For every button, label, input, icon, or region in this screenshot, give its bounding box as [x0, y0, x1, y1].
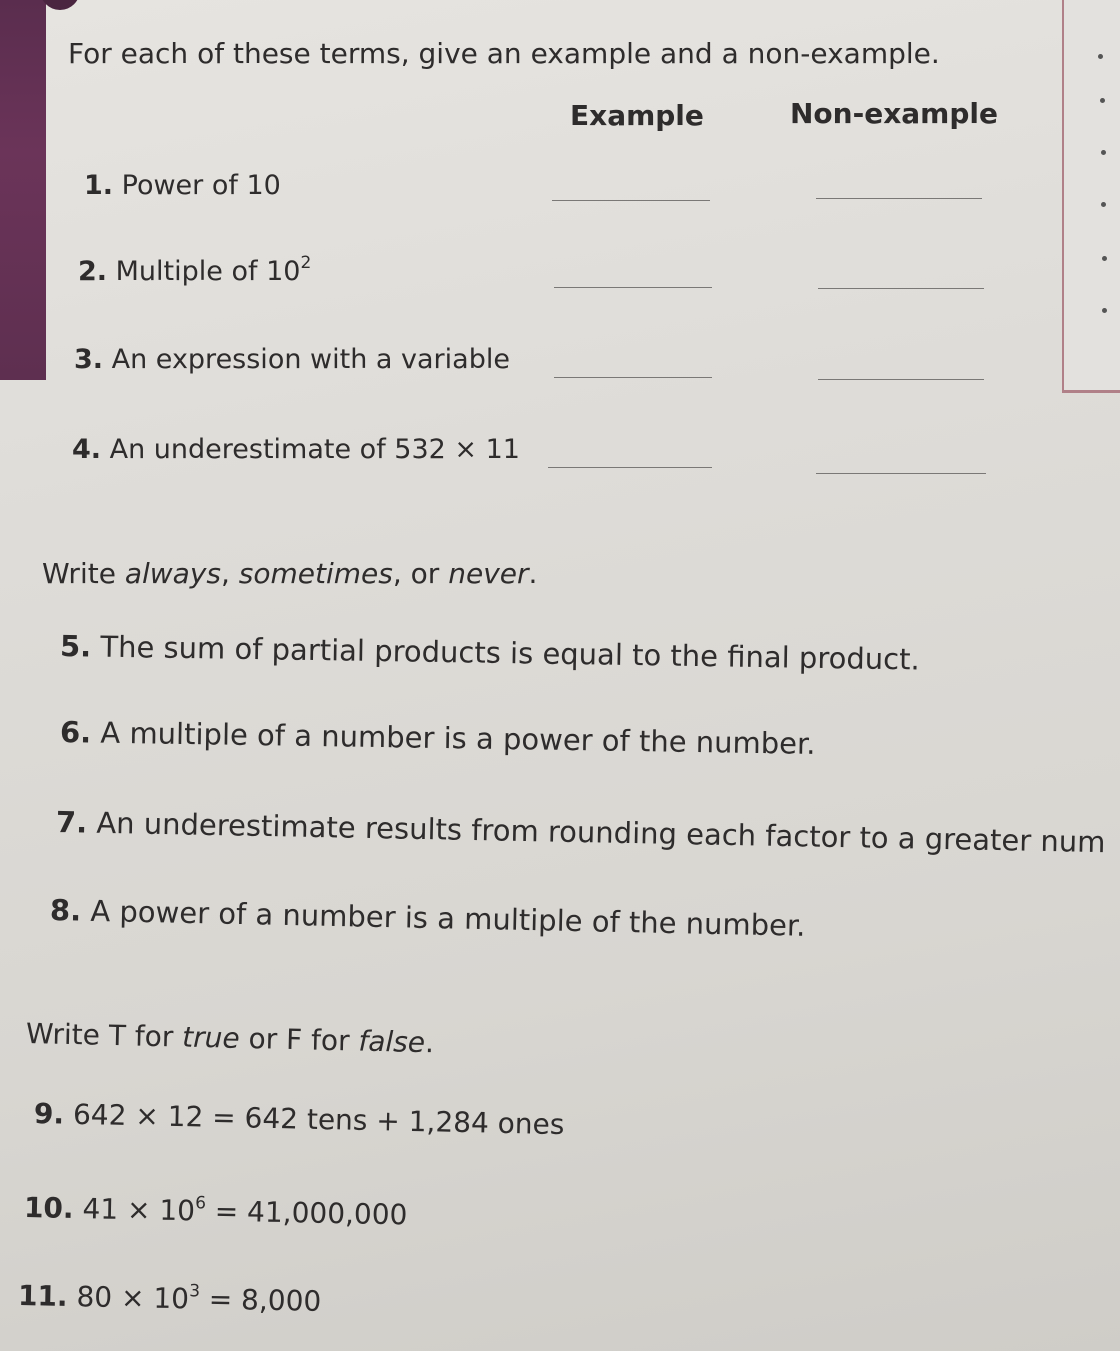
equation-text: 642 × 12 = 642 tens + 1,284 ones	[72, 1097, 565, 1142]
example-blank-4[interactable]	[548, 467, 712, 468]
term-number: 4.	[72, 434, 102, 465]
term-text: An expression with a variable	[111, 344, 510, 375]
equation-exponent: 6	[194, 1193, 207, 1214]
instruction-separator: , or	[392, 557, 449, 590]
instruction-middle: or F for	[239, 1021, 359, 1058]
term-3	[74, 344, 510, 376]
instruction-suffix: .	[424, 1026, 435, 1060]
equation-number: 10.	[23, 1191, 74, 1225]
word-never: never	[448, 557, 529, 590]
side-panel	[1064, 0, 1120, 390]
margin-dot	[1101, 202, 1106, 207]
statement-text: An underestimate results from rounding each factor to a greater num	[96, 805, 1106, 860]
instruction-always-sometimes-never	[42, 558, 537, 590]
term-text: Power of 10	[121, 170, 281, 201]
example-blank-3[interactable]	[554, 377, 712, 378]
term-number: 3.	[74, 344, 104, 375]
equation-11	[18, 1280, 322, 1318]
word-true: true	[181, 1020, 241, 1055]
margin-dot	[1102, 308, 1107, 313]
non-example-blank-2[interactable]	[818, 288, 984, 289]
term-4	[72, 434, 520, 466]
margin-dot	[1102, 256, 1107, 261]
non-example-blank-1[interactable]	[816, 198, 982, 199]
side-panel-border	[1062, 0, 1064, 392]
term-2	[78, 253, 312, 288]
term-text: Multiple of 10	[115, 256, 301, 287]
column-header-example: Example	[570, 99, 704, 132]
statement-number: 7.	[55, 805, 88, 840]
equation-rest: = 41,000,000	[205, 1194, 408, 1232]
non-example-blank-4[interactable]	[816, 473, 986, 474]
example-blank-1[interactable]	[552, 200, 710, 201]
example-blank-2[interactable]	[554, 287, 712, 288]
equation-rest: = 8,000	[199, 1282, 322, 1318]
term-superscript: 2	[300, 253, 312, 273]
margin-dot	[1098, 54, 1103, 59]
word-always: always	[124, 557, 221, 590]
non-example-blank-3[interactable]	[818, 379, 984, 380]
equation-number: 11.	[17, 1279, 68, 1313]
word-sometimes: sometimes	[238, 557, 393, 590]
statement-number: 5.	[59, 629, 92, 664]
instruction-suffix: .	[528, 557, 538, 590]
term-text: An underestimate of 532 × 11	[109, 434, 520, 465]
binding-edge	[0, 0, 46, 380]
equation-base: 41 × 10	[82, 1192, 196, 1228]
word-false: false	[358, 1024, 426, 1060]
instruction-prefix: Write	[42, 557, 125, 590]
statement-number: 6.	[59, 715, 92, 750]
term-number: 2.	[78, 256, 108, 287]
side-panel-bottom-border	[1062, 390, 1120, 393]
column-header-non-example: Non-example	[790, 97, 998, 130]
equation-exponent: 3	[188, 1281, 201, 1302]
term-1	[84, 170, 281, 202]
instruction-prefix: Write T for	[25, 1017, 183, 1054]
margin-dot	[1101, 150, 1106, 155]
equation-base: 80 × 10	[76, 1280, 190, 1316]
margin-dot	[1100, 98, 1105, 103]
instruction-example-nonexample: For each of these terms, give an example and a non-example.	[68, 37, 940, 70]
statement-text: A multiple of a number is a power of the number.	[100, 715, 816, 761]
statement-text: A power of a number is a multiple of the number.	[90, 893, 806, 943]
equation-number: 9.	[33, 1097, 65, 1131]
term-number: 1.	[84, 170, 114, 201]
statement-text: The sum of partial products is equal to the final product.	[100, 629, 920, 677]
statement-number: 8.	[49, 893, 82, 928]
instruction-separator: ,	[220, 557, 239, 590]
